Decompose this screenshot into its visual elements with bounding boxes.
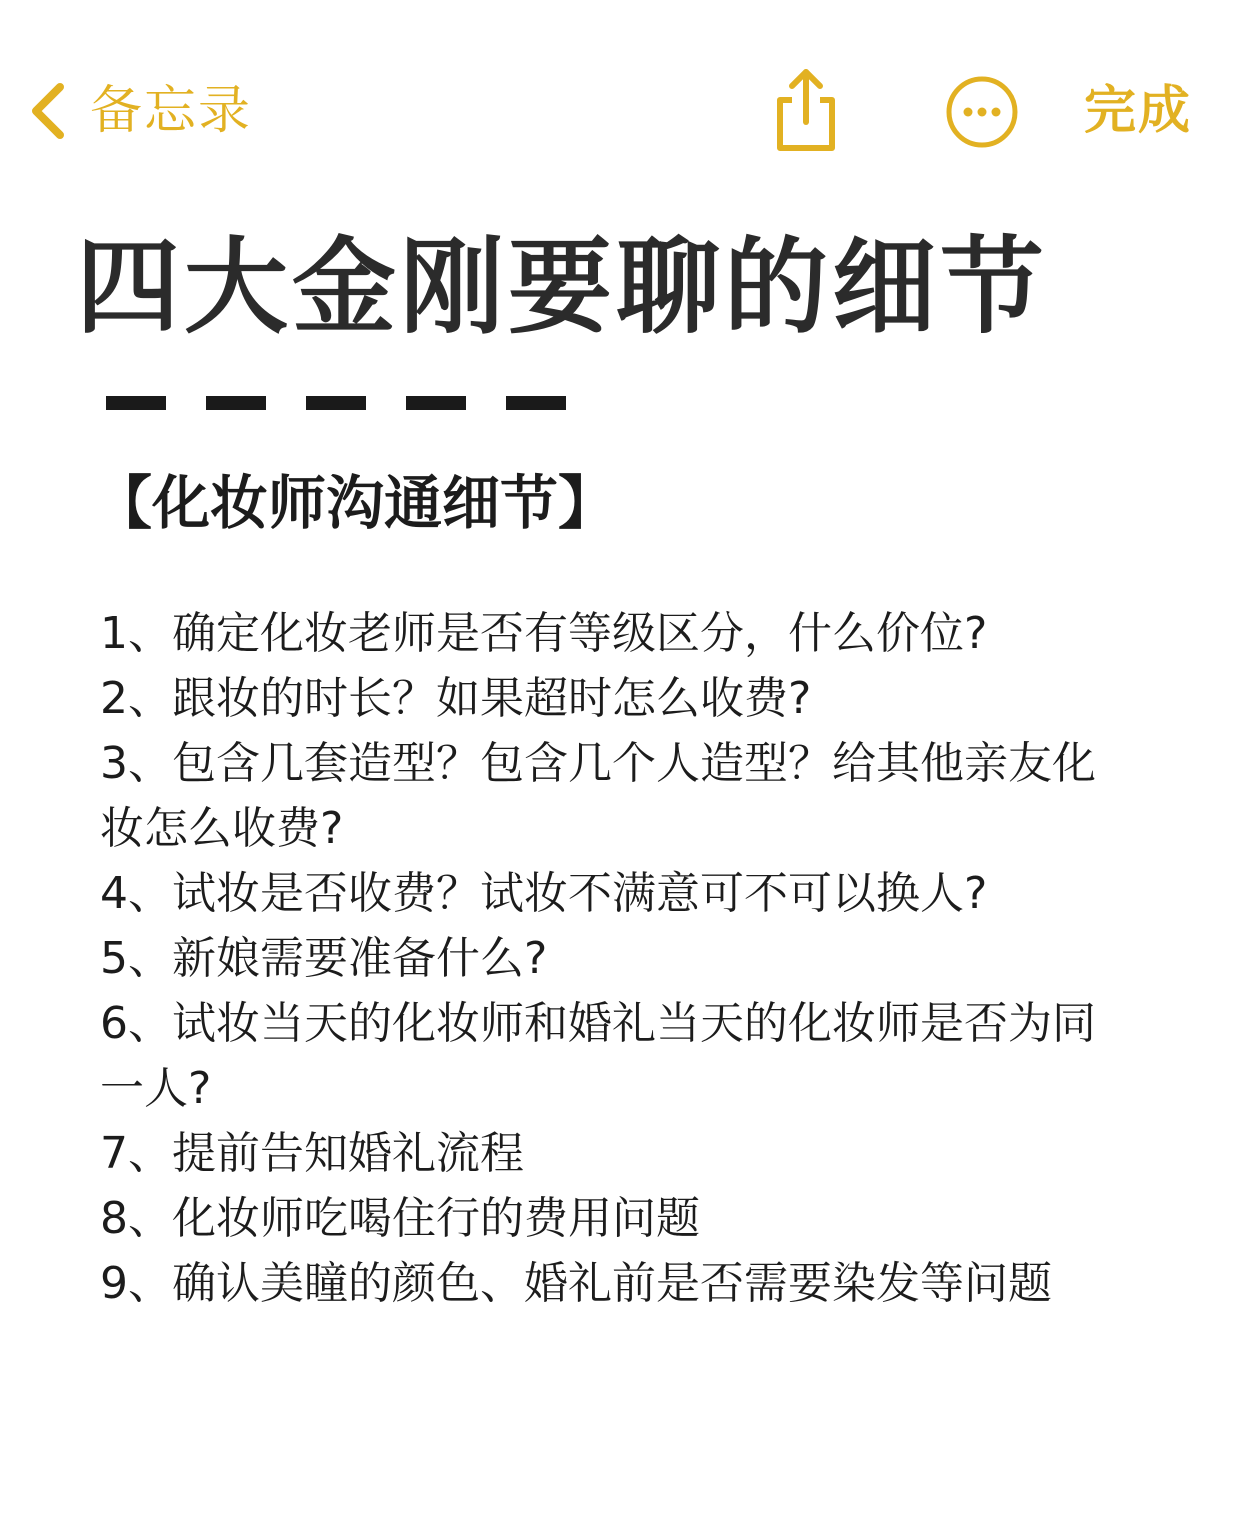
note-line: 一人?	[100, 1063, 212, 1114]
back-label: 备忘录	[90, 81, 253, 141]
divider-dashes	[106, 396, 606, 412]
note-line: 3、包含几套造型？包含几个人造型？给其他亲友化	[100, 738, 1096, 789]
note-line: 5、新娘需要准备什么?	[100, 933, 548, 984]
share-button[interactable]	[770, 66, 842, 154]
note-line: 9、确认美瞳的颜色、婚礼前是否需要染发等问题	[100, 1258, 1052, 1309]
note-line: 4、试妆是否收费？试妆不满意可不可以换人?	[100, 868, 988, 919]
more-options-icon	[944, 74, 1020, 150]
note-line: 妆怎么收费?	[100, 803, 344, 854]
section-heading: 【化妆师沟通细节】	[94, 469, 617, 537]
divider-dash	[506, 396, 566, 410]
done-button[interactable]: 完成	[1084, 81, 1193, 141]
note-title: 四大金刚要聊的细节	[76, 226, 1049, 348]
note-line: 8、化妆师吃喝住行的费用问题	[100, 1193, 700, 1244]
note-line: 6、试妆当天的化妆师和婚礼当天的化妆师是否为同	[100, 998, 1096, 1049]
note-line: 7、提前告知婚礼流程	[100, 1128, 524, 1179]
note-line: 1、确定化妆老师是否有等级区分，什么价位?	[100, 608, 988, 659]
note-body[interactable]	[100, 601, 1160, 1316]
share-icon	[770, 66, 842, 154]
chevron-left-icon	[26, 79, 70, 143]
note-line: 2、跟妆的时长？如果超时怎么收费?	[100, 673, 812, 724]
divider-dash	[206, 396, 266, 410]
navigation-bar	[0, 60, 1240, 160]
divider-dash	[406, 396, 466, 410]
divider-dash	[106, 396, 166, 410]
divider-dash	[306, 396, 366, 410]
more-options-button[interactable]	[944, 74, 1020, 150]
back-button[interactable]	[26, 76, 252, 146]
